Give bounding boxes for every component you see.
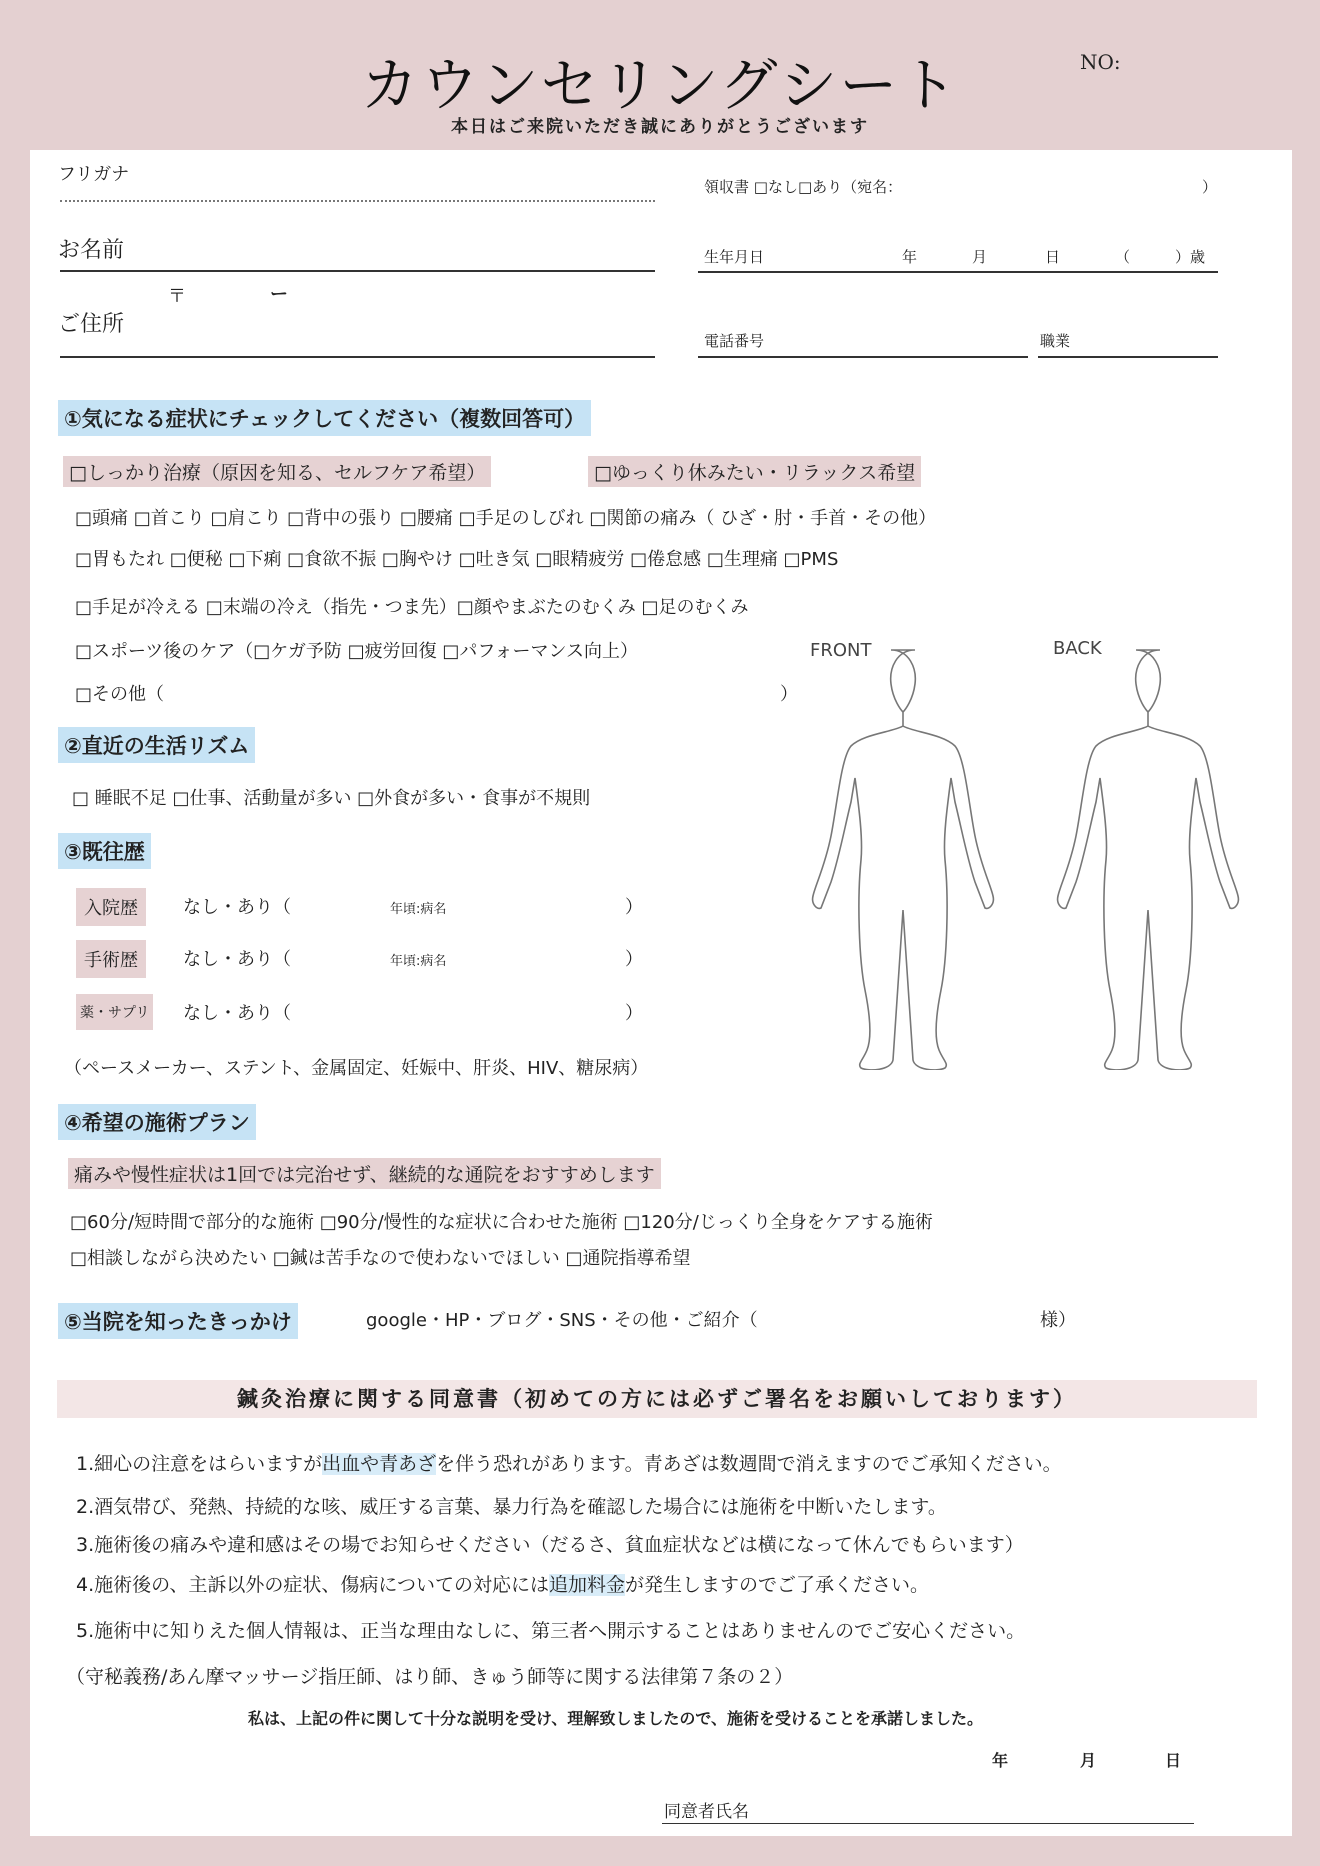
body-chart[interactable] bbox=[810, 640, 1270, 1070]
symptom-row[interactable]: □頭痛 □首こり □肩こり □背中の張り □腰痛 □手足のしびれ □関節の痛み（ ひざ・肘・手首・その他） bbox=[75, 508, 937, 529]
job-field[interactable] bbox=[1038, 356, 1218, 358]
back-body-icon bbox=[1058, 650, 1270, 1070]
consent-text: 4.施術後の、主訴以外の症状、傷病についての対応には bbox=[76, 1574, 549, 1596]
receipt-label[interactable]: 領収書 □なし□あり（宛名： bbox=[704, 178, 903, 196]
plan-note: 痛みや慢性症状は1回では完治せず、継続的な通院をおすすめします bbox=[68, 1158, 661, 1189]
birth-field[interactable] bbox=[698, 271, 1218, 273]
paren-close: ） bbox=[625, 949, 643, 970]
postal-mark: 〒 bbox=[168, 286, 186, 307]
name-field[interactable] bbox=[60, 270, 655, 272]
birth-month: 月 bbox=[972, 248, 988, 266]
paren-close: ） bbox=[625, 1003, 643, 1024]
address-label: ご住所 bbox=[58, 312, 125, 337]
sign-day: 日 bbox=[1165, 1751, 1182, 1770]
age-open: （ bbox=[1115, 248, 1131, 266]
section-1-title: ①気になる症状にチェックしてください（複数回答可） bbox=[58, 400, 591, 436]
furigana-label: フリガナ bbox=[58, 164, 130, 185]
section-3-title: ③既往歴 bbox=[58, 833, 151, 869]
consent-highlight: 追加料金 bbox=[549, 1574, 626, 1596]
consent-text: 1.細心の注意をはらいますが bbox=[76, 1453, 323, 1475]
age-label: ）歳 bbox=[1175, 248, 1206, 266]
hospitalization-note: 年頃:病名 bbox=[390, 902, 447, 917]
agreement-text: 私は、上記の件に関して十分な説明を受け、理解致しましたので、施術を受けることを承諾しました。 bbox=[248, 1709, 984, 1728]
sign-year: 年 bbox=[992, 1751, 1009, 1770]
section-5-title: ⑤当院を知ったきっかけ bbox=[58, 1303, 298, 1339]
consent-item-4 bbox=[76, 1570, 929, 1597]
symptom-other[interactable]: □その他（ bbox=[75, 684, 165, 705]
consent-item-2: 2.酒気帯び、発熱、持続的な咳、威圧する言葉、暴力行為を確認した場合には施術を中断いたします。 bbox=[76, 1496, 947, 1518]
consent-text: を伴う恐れがあります。青あざは数週間で消えますのでご承知ください。 bbox=[436, 1453, 1062, 1475]
receipt-close: ） bbox=[1202, 178, 1218, 196]
front-label: FRONT bbox=[810, 640, 872, 661]
sign-month: 月 bbox=[1080, 1751, 1097, 1770]
option-treatment[interactable]: □しっかり治療（原因を知る、セルフケア希望） bbox=[63, 456, 491, 487]
surgery-note: 年頃:病名 bbox=[390, 954, 447, 969]
address-field[interactable] bbox=[60, 356, 655, 358]
front-body-icon bbox=[813, 650, 994, 1070]
referral-options[interactable]: google・HP・ブログ・SNS・その他・ご紹介（ bbox=[366, 1310, 758, 1331]
plan-row[interactable]: □相談しながら決めたい □鍼は苦手なので使わないでほしい □通院指導希望 bbox=[70, 1248, 691, 1269]
consent-item-1 bbox=[76, 1449, 1062, 1476]
hospitalization-tag: 入院歴 bbox=[76, 888, 146, 926]
consent-title: 鍼灸治療に関する同意書（初めての方には必ずご署名をお願いしております） bbox=[57, 1380, 1257, 1418]
subtitle: 本日はご来院いただき誠にありがとうございます bbox=[451, 117, 869, 137]
signature-field[interactable] bbox=[662, 1823, 1194, 1824]
job-label: 職業 bbox=[1040, 332, 1071, 350]
name-label: お名前 bbox=[58, 238, 125, 263]
number-label: NO: bbox=[1080, 50, 1121, 74]
signer-label: 同意者氏名 bbox=[664, 1802, 749, 1822]
lifestyle-row[interactable]: □ 睡眠不足 □仕事、活動量が多い □外食が多い・食事が不規則 bbox=[72, 788, 591, 809]
consent-item-3: 3.施術後の痛みや違和感はその場でお知らせください（だるさ、貧血症状などは横になって休んでもらいます） bbox=[76, 1534, 1024, 1556]
law-note: （守秘義務/あん摩マッサージ指圧師、はり師、きゅう師等に関する法律第７条の２） bbox=[66, 1666, 794, 1688]
symptom-row[interactable]: □スポーツ後のケア（□ケガ予防 □疲労回復 □パフォーマンス向上） bbox=[75, 641, 638, 662]
history-footnote: （ペースメーカー、ステント、金属固定、妊娠中、肝炎、HIV、糖尿病） bbox=[64, 1058, 649, 1079]
paren-close: ） bbox=[625, 897, 643, 918]
medication-tag: 薬・サプリ bbox=[76, 994, 153, 1030]
phone-field[interactable] bbox=[698, 356, 1028, 358]
other-close: ） bbox=[780, 684, 798, 705]
consent-highlight: 出血や青あざ bbox=[322, 1453, 437, 1475]
hospitalization-choice[interactable]: なし・あり（ bbox=[183, 897, 291, 918]
birth-label: 生年月日 bbox=[704, 248, 765, 266]
birth-year: 年 bbox=[902, 248, 918, 266]
symptom-row[interactable]: □胃もたれ □便秘 □下痢 □食欲不振 □胸やけ □吐き気 □眼精疲労 □倦怠感 □生理痛 □PMS bbox=[75, 549, 839, 570]
page-title: カウンセリングシート bbox=[360, 51, 960, 119]
surgery-choice[interactable]: なし・あり（ bbox=[183, 949, 291, 970]
surgery-tag: 手術歴 bbox=[76, 940, 146, 978]
plan-row[interactable]: □60分/短時間で部分的な施術 □90分/慢性的な症状に合わせた施術 □120分/じっくり全身をケアする施術 bbox=[70, 1212, 933, 1233]
furigana-field[interactable] bbox=[60, 200, 655, 202]
medication-choice[interactable]: なし・あり（ bbox=[183, 1003, 291, 1024]
consent-item-5: 5.施術中に知りえた個人情報は、正当な理由なしに、第三者へ開示することはありませんのでご安心ください。 bbox=[76, 1620, 1026, 1642]
birth-day: 日 bbox=[1045, 248, 1061, 266]
postal-dash: ー bbox=[270, 284, 288, 305]
option-relax[interactable]: □ゆっくり休みたい・リラックス希望 bbox=[588, 456, 921, 487]
referral-suffix: 様） bbox=[1040, 1310, 1076, 1331]
phone-label: 電話番号 bbox=[704, 332, 765, 350]
section-2-title: ②直近の生活リズム bbox=[58, 727, 255, 763]
back-label: BACK bbox=[1053, 638, 1102, 659]
section-4-title: ④希望の施術プラン bbox=[58, 1104, 256, 1140]
symptom-row[interactable]: □手足が冷える □末端の冷え（指先・つま先）□顔やまぶたのむくみ □足のむくみ bbox=[75, 597, 749, 618]
consent-text: が発生しますのでご了承ください。 bbox=[625, 1574, 930, 1596]
